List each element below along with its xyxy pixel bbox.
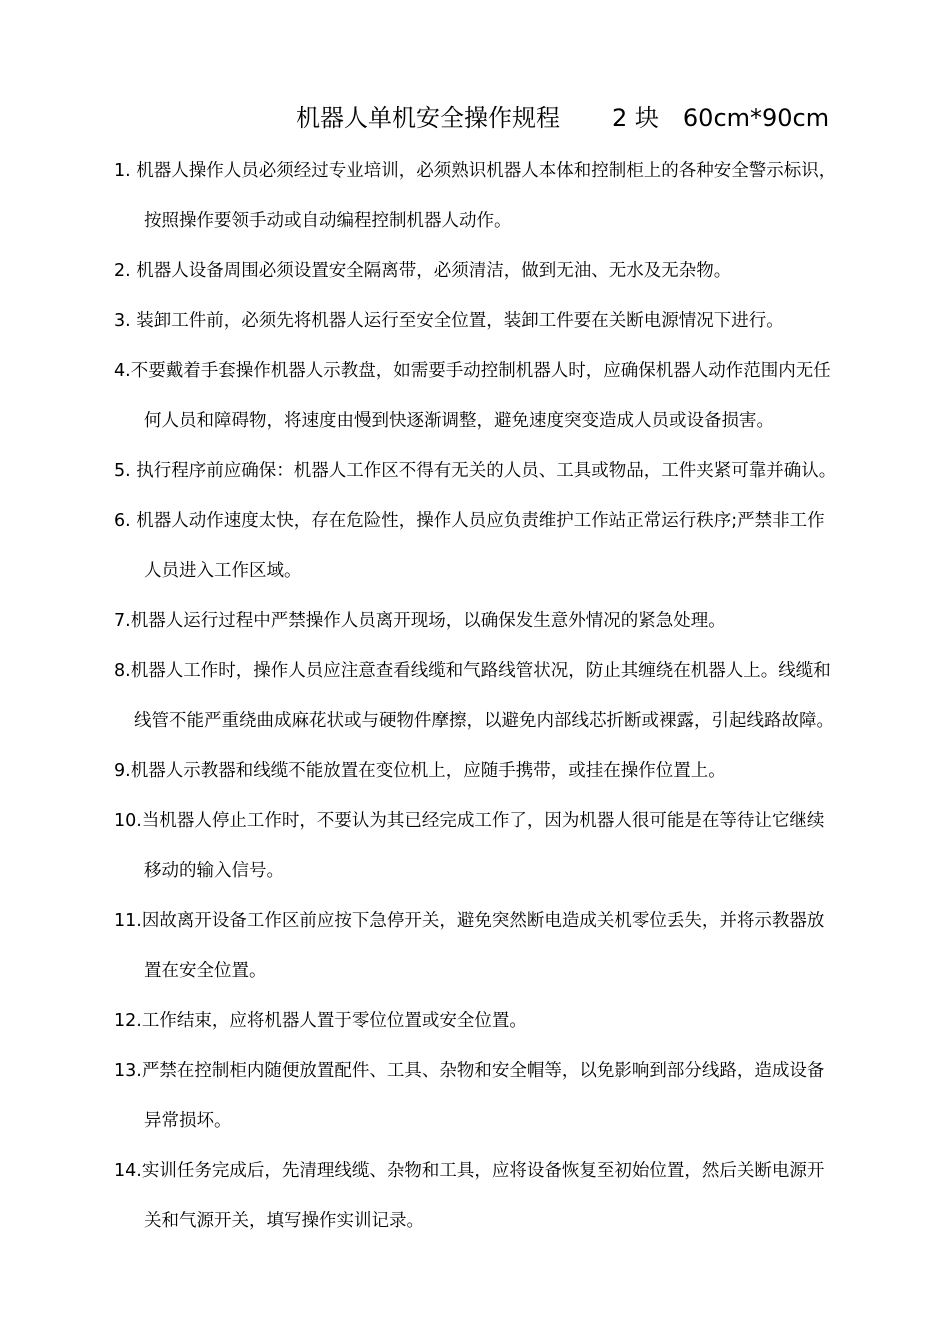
- rules-list: [114, 152, 904, 1252]
- rule-14-line-1: 14.实训任务完成后，先清理线缆、杂物和工具，应将设备恢复至初始位置，然后关断电源开: [114, 1161, 825, 1181]
- rule-1-line-1: 1. 机器人操作人员必须经过专业培训，必须熟识机器人本体和控制柜上的各种安全警示标识，: [114, 161, 837, 181]
- rule-8-line-2: 线管不能严重绕曲成麻花状或与硬物件摩擦，以避免内部线芯折断或裸露，引起线路故障。: [134, 711, 834, 731]
- rule-7: 7.机器人运行过程中严禁操作人员离开现场，以确保发生意外情况的紧急处理。: [114, 611, 726, 631]
- rule-3: 3. 装卸工件前，必须先将机器人运行至安全位置，装卸工件要在关断电源情况下进行。: [114, 311, 784, 331]
- title-quantity: 2 块: [612, 104, 659, 132]
- rule-4-line-1: 4.不要戴着手套操作机器人示教盘，如需要手动控制机器人时，应确保机器人动作范围内无任: [114, 361, 831, 381]
- rule-2: 2. 机器人设备周围必须设置安全隔离带，必须清洁，做到无油、无水及无杂物。: [114, 261, 732, 281]
- rule-11-line-1: 11.因故离开设备工作区前应按下急停开关，避免突然断电造成关机零位丢失，并将示教器放: [114, 911, 825, 931]
- rule-13-line-1: 13.严禁在控制柜内随便放置配件、工具、杂物和安全帽等，以免影响到部分线路，造成设备: [114, 1061, 825, 1081]
- rule-6-line-1: 6. 机器人动作速度太快，存在危险性，操作人员应负责维护工作站正常运行秩序;严禁非工作: [114, 511, 825, 531]
- rule-9: 9.机器人示教器和线缆不能放置在变位机上，应随手携带，或挂在操作位置上。: [114, 761, 726, 781]
- rule-10-line-1: 10.当机器人停止工作时，不要认为其已经完成工作了，因为机器人很可能是在等待让它继续: [114, 811, 825, 831]
- rule-5: 5. 执行程序前应确保：机器人工作区不得有无关的人员、工具或物品，工件夹紧可靠并确认。: [114, 461, 837, 481]
- rule-8-line-1: 8.机器人工作时，操作人员应注意查看线缆和气路线管状况，防止其缠绕在机器人上。线缆和: [114, 661, 831, 681]
- document-title: [296, 100, 829, 136]
- rule-11-line-2: 置在安全位置。: [144, 961, 267, 981]
- rule-13-line-2: 异常损坏。: [144, 1111, 232, 1131]
- rule-14-line-2: 关和气源开关，填写操作实训记录。: [144, 1211, 424, 1231]
- rule-6-line-2: 人员进入工作区域。: [144, 561, 302, 581]
- title-name: 机器人单机安全操作规程: [296, 104, 560, 132]
- rule-10-line-2: 移动的输入信号。: [144, 861, 284, 881]
- rule-4-line-2: 何人员和障碍物，将速度由慢到快逐渐调整，避免速度突变造成人员或设备损害。: [144, 411, 774, 431]
- title-size: 60cm*90cm: [682, 104, 830, 132]
- rule-12: 12.工作结束，应将机器人置于零位位置或安全位置。: [114, 1011, 527, 1031]
- rule-1-line-2: 按照操作要领手动或自动编程控制机器人动作。: [144, 211, 512, 231]
